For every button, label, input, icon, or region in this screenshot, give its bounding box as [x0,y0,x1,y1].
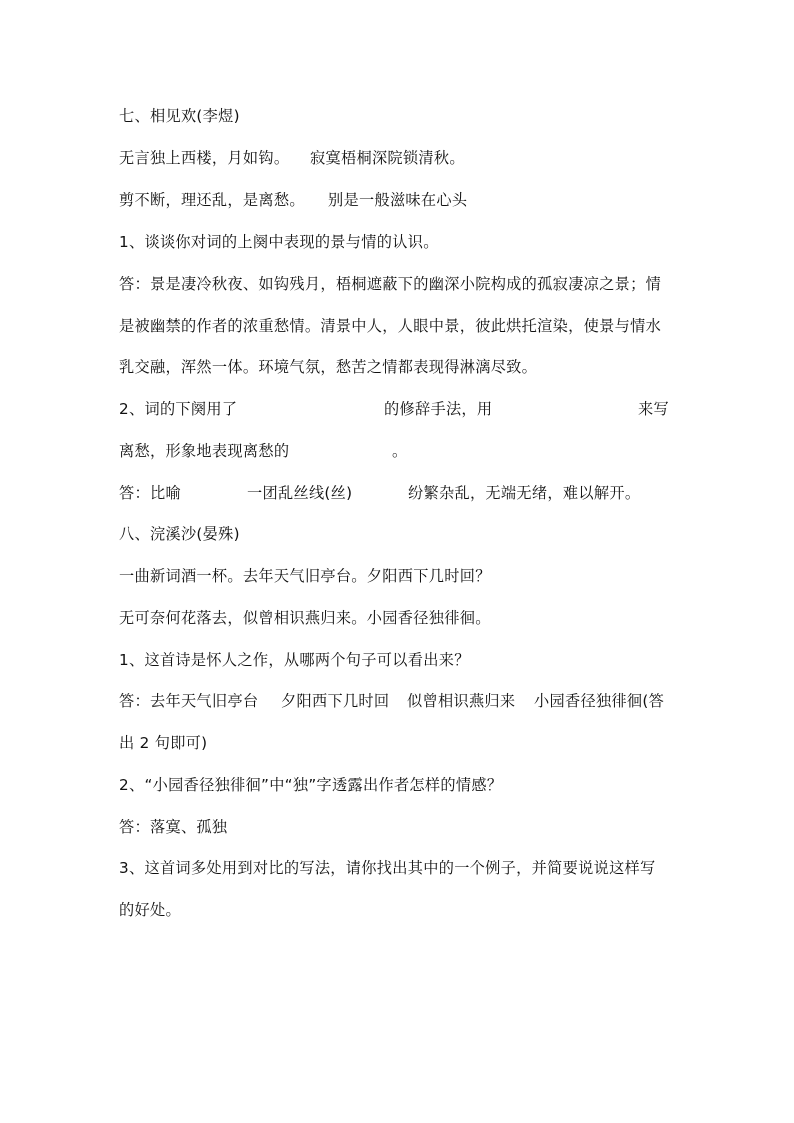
section8-q1-question: 1、这首诗是怀人之作，从哪两个句子可以看出来？ [119,651,470,669]
section8-q1-answer-cont: 出 2 句即可) [119,734,208,752]
q2-answer-prefix: 答：比喻 [119,484,181,502]
q1-answer-d: 小园香径独徘徊(答 [534,692,665,710]
q2-part4: 离愁，形象地表现离愁的 [119,442,290,460]
q1-answer-prefix: 答：去年天气旧亭台 [119,692,259,710]
q2-part5: 。 [392,442,408,460]
q2-answer-b: 纷繁杂乱，无端无绪，难以解开。 [408,484,641,502]
section8-q2-question: 2、“小园香径独徘徊”中“独”字透露出作者怎样的情感？ [119,776,503,794]
section7-heading: 七、相见欢(李煜) [119,107,240,125]
section8-poem-line1: 一曲新词酒一杯。去年天气旧亭台。夕阳西下几时回？ [119,567,491,585]
q2-answer-a: 一团乱丝线(丝) [247,484,353,502]
q2-part3: 来写 [638,400,669,418]
section8-poem-line2: 无可奈何花落去，似曾相识燕归来。小园香径独徘徊。 [119,609,491,627]
poem-line2b: 别是一般滋味在心头 [328,191,468,209]
section8-heading: 八、浣溪沙(晏殊) [119,525,240,543]
section7-q1-answer-line1: 答：景是凄冷秋夜、如钩残月，梧桐遮蔽下的幽深小院构成的孤寂凄凉之景；情 [119,275,662,293]
poem-line1a: 无言独上西楼，月如钩。 [119,149,290,167]
q2-part2: 的修辞手法，用 [384,400,493,418]
section7-q1-answer-line3: 乳交融，浑然一体。环境气氛，愁苦之情都表现得淋漓尽致。 [119,358,538,376]
section8-q2-answer: 答：落寞、孤独 [119,818,228,836]
section8-q3-question-line1: 3、这首词多处用到对比的写法，请你找出其中的一个例子，并简要说说这样写 [119,859,656,877]
section7-q1-question: 1、谈谈你对词的上阕中表现的景与情的认识。 [119,233,439,251]
poem-line2a: 剪不断，理还乱，是离愁。 [119,191,305,209]
section8-q3-question-line2: 的好处。 [119,901,181,919]
poem-line1b: 寂寞梧桐深院锁清秋。 [310,149,465,167]
section7-q1-answer-line2: 是被幽禁的作者的浓重愁情。清景中人，人眼中景，彼此烘托渲染，使景与情水 [119,317,662,335]
q2-part1: 2、词的下阕用了 [119,400,238,418]
q1-answer-c: 似曾相识燕归来 [407,692,516,710]
q1-answer-b: 夕阳西下几时回 [281,692,390,710]
